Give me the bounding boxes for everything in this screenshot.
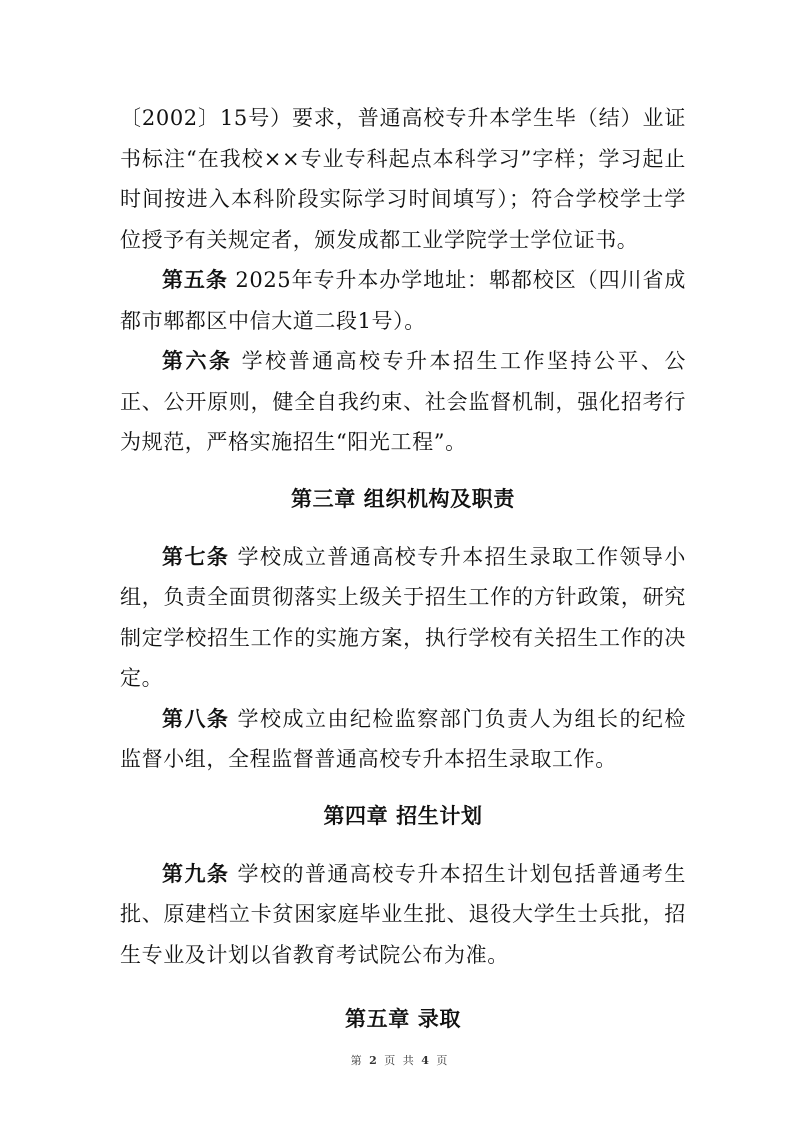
- chapter-5-heading: 第五章 录取: [345, 1007, 461, 1031]
- footer-total-pages: 4: [421, 1054, 431, 1067]
- article-9: [120, 854, 686, 976]
- paragraph-continuation: 〔2002〕15号）要求，普通高校专升本学生毕（结）业证书标注“在我校××专业专科起点本科学习”字样；学习起止时间按进入本科阶段实际学习时间填写）；符合学校学士学位授予有关规定者，颁发成都工业学院学士学位证书。: [120, 106, 686, 252]
- article-5: [120, 260, 686, 341]
- footer-current-page: 2: [369, 1054, 379, 1067]
- document-body: [120, 98, 686, 1039]
- article-8-text: 学校成立由纪检监察部门负责人为组长的纪检监督小组，全程监督普通高校专升本招生录取工作。: [120, 706, 686, 771]
- article-7-text: 学校成立普通高校专升本招生录取工作领导小组，负责全面贯彻落实上级关于招生工作的方针政策，研究制定学校招生工作的实施方案，执行学校有关招生工作的决定。: [120, 544, 686, 690]
- article-8: [120, 699, 686, 780]
- article-6-text: 学校普通高校专升本招生工作坚持公平、公正、公开原则，健全自我约束、社会监督机制，强化招考行为规范，严格实施招生“阳光工程”。: [120, 349, 686, 454]
- article-6: [120, 341, 686, 463]
- article-5-title: 第五条: [162, 268, 228, 292]
- article-9-text: 学校的普通高校专升本招生计划包括普通考生批、原建档立卡贫困家庭毕业生批、退役大学生士兵批，招生专业及计划以省教育考试院公布为准。: [120, 861, 686, 967]
- footer-suffix: 页: [436, 1054, 450, 1067]
- article-9-title: 第九条: [162, 861, 230, 886]
- article-7: [120, 537, 686, 699]
- article-7-title: 第七条: [162, 544, 230, 569]
- article-5-text: 2025年专升本办学地址：郫都校区（四川省成都市郫都区中信大道二段1号）。: [120, 268, 686, 333]
- chapter-4-heading: 第四章 招生计划: [323, 803, 483, 828]
- footer-prefix: 第: [350, 1054, 364, 1067]
- page-footer: [0, 1052, 800, 1068]
- footer-middle: 页 共: [384, 1054, 416, 1067]
- article-8-title: 第八条: [162, 706, 230, 731]
- article-6-title: 第六条: [162, 349, 233, 373]
- chapter-3-heading: 第三章 组织机构及职责: [291, 486, 515, 511]
